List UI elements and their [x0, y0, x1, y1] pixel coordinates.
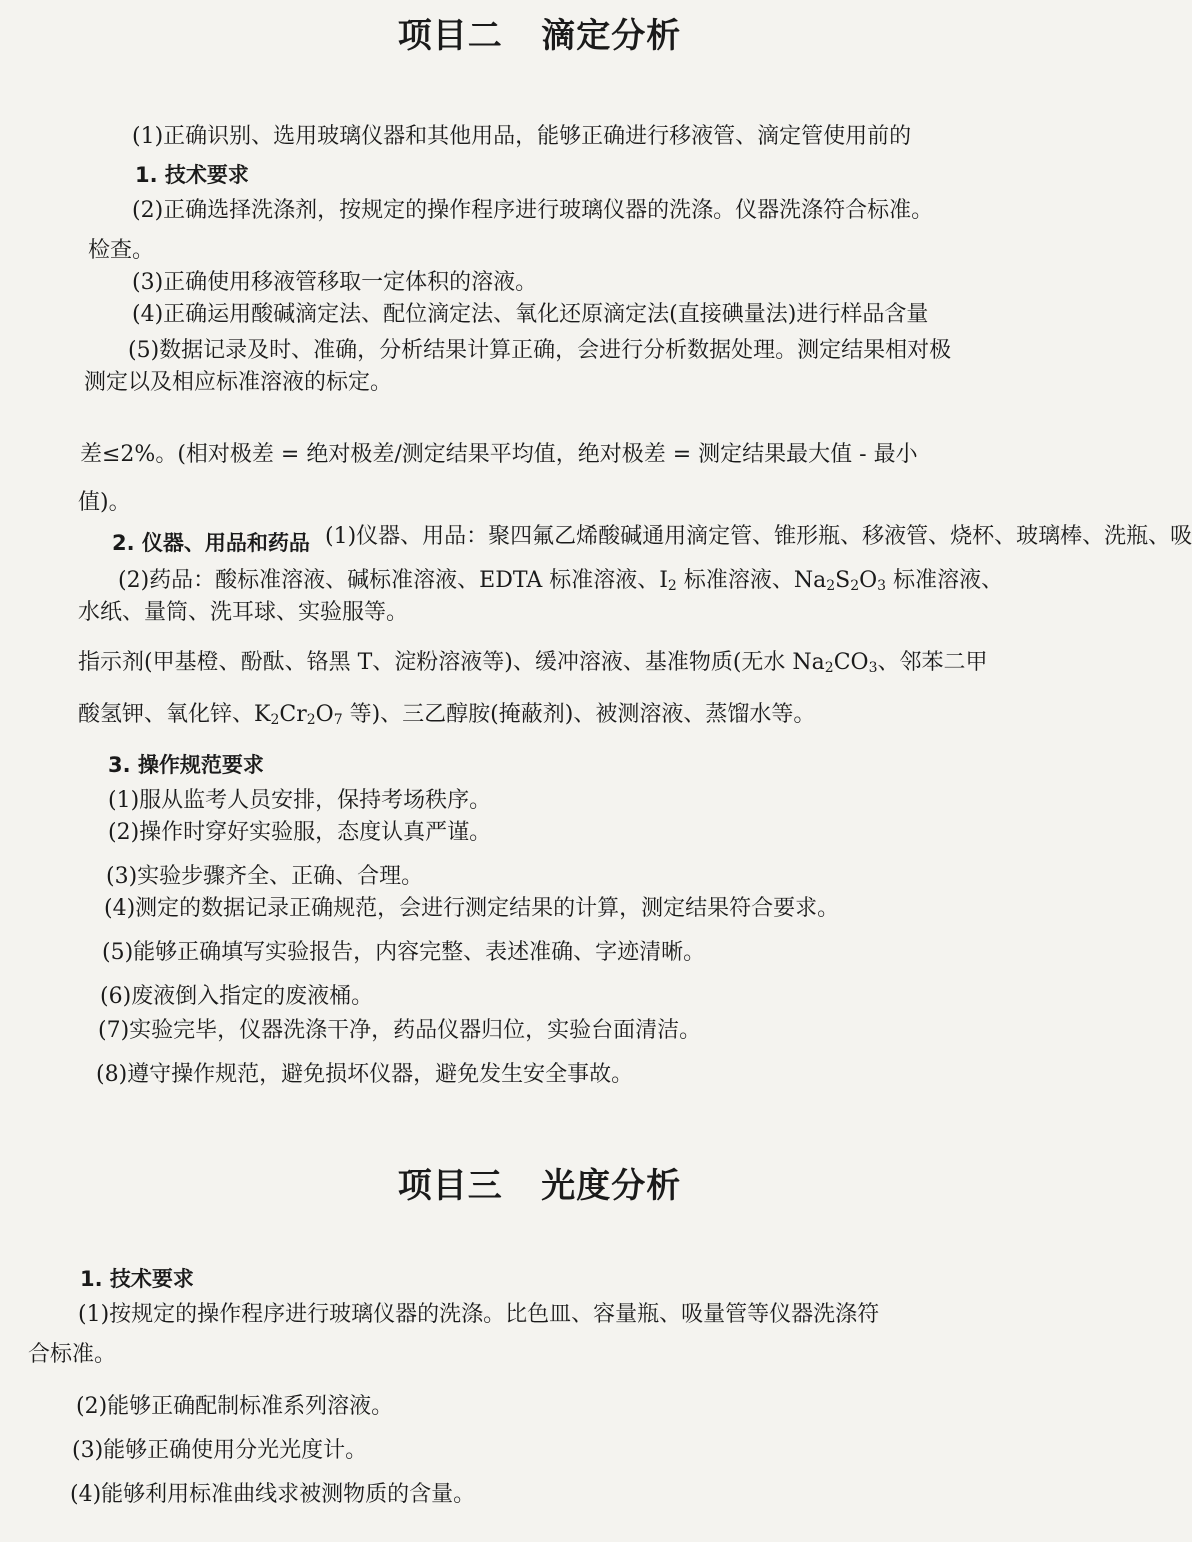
p2-ops-heading: 3. 操作规范要求: [108, 753, 264, 777]
p2-ops-item-1: (1)服从监考人员安排，保持考场秩序。: [108, 788, 492, 813]
p2-equip-item-2c: 酸氢钾、氧化锌、K2Cr2O7 等)、三乙醇胺(掩蔽剂)、被测溶液、蒸馏水等。: [78, 702, 816, 728]
p2-tech-heading: 1. 技术要求: [135, 163, 249, 187]
p2-equip-heading: 2. 仪器、用品和药品: [112, 531, 310, 555]
p2-tech-item-5b: 差≤2%。(相对极差 = 绝对极差/测定结果平均值，绝对极差 = 测定结果最大值 - 最小: [80, 442, 918, 467]
p3-tech-item-3: (3)能够正确使用分光光度计。: [72, 1438, 368, 1463]
p2-tech-item-5c: 值)。: [78, 490, 131, 515]
p2-equip-item-2b: 指示剂(甲基橙、酚酞、铬黑 T、淀粉溶液等)、缓冲溶液、基准物质(无水 Na2CO3、邻苯二甲: [78, 650, 988, 676]
p2-ops-item-3: (3)实验步骤齐全、正确、合理。: [106, 864, 424, 889]
p2-tech-item-4b: 测定以及相应标准溶液的标定。: [84, 370, 393, 395]
p3-tech-item-4: (4)能够利用标准曲线求被测物质的含量。: [70, 1482, 476, 1507]
p2-equip-item-1a: (1)仪器、用品：聚四氟乙烯酸碱通用滴定管、锥形瓶、移液管、烧杯、玻璃棒、洗瓶、吸: [325, 524, 1192, 549]
p2-ops-item-4: (4)测定的数据记录正确规范，会进行测定结果的计算，测定结果符合要求。: [104, 896, 840, 921]
p2-tech-item-4a: (4)正确运用酸碱滴定法、配位滴定法、氧化还原滴定法(直接碘量法)进行样品含量: [132, 302, 929, 327]
p2-ops-item-6: (6)废液倒入指定的废液桶。: [100, 984, 374, 1009]
p2-tech-item-3: (3)正确使用移液管移取一定体积的溶液。: [132, 270, 538, 295]
p2-equip-item-1b: 水纸、量筒、洗耳球、实验服等。: [78, 600, 409, 625]
p2-ops-item-5: (5)能够正确填写实验报告，内容完整、表述准确、字迹清晰。: [102, 940, 706, 965]
project2-title: 项目二 滴定分析: [397, 16, 682, 56]
p2-tech-item-1b: 检查。: [88, 238, 155, 263]
project3-title: 项目三 光度分析: [397, 1166, 682, 1206]
p3-tech-item-2: (2)能够正确配制标准系列溶液。: [76, 1394, 394, 1419]
p3-tech-heading: 1. 技术要求: [80, 1267, 194, 1291]
p2-tech-item-1a: (1)正确识别、选用玻璃仪器和其他用品，能够正确进行移液管、滴定管使用前的: [132, 124, 912, 149]
p2-ops-item-7: (7)实验完毕，仪器洗涤干净，药品仪器归位，实验台面清洁。: [98, 1018, 702, 1043]
p2-tech-item-2: (2)正确选择洗涤剂，按规定的操作程序进行玻璃仪器的洗涤。仪器洗涤符合标准。: [132, 198, 934, 223]
p3-tech-item-1a: (1)按规定的操作程序进行玻璃仪器的洗涤。比色皿、容量瓶、吸量管等仪器洗涤符: [78, 1302, 880, 1327]
p2-ops-item-2: (2)操作时穿好实验服，态度认真严谨。: [108, 820, 492, 845]
p3-tech-item-1b: 合标准。: [28, 1342, 117, 1367]
p2-tech-item-5a: (5)数据记录及时、准确，分析结果计算正确，会进行分析数据处理。测定结果相对极: [128, 338, 952, 363]
p2-equip-item-2a: (2)药品：酸标准溶液、碱标准溶液、EDTA 标准溶液、I2 标准溶液、Na2S2O3 标准溶液、: [118, 568, 1004, 594]
p2-ops-item-8: (8)遵守操作规范，避免损坏仪器，避免发生安全事故。: [96, 1062, 634, 1087]
